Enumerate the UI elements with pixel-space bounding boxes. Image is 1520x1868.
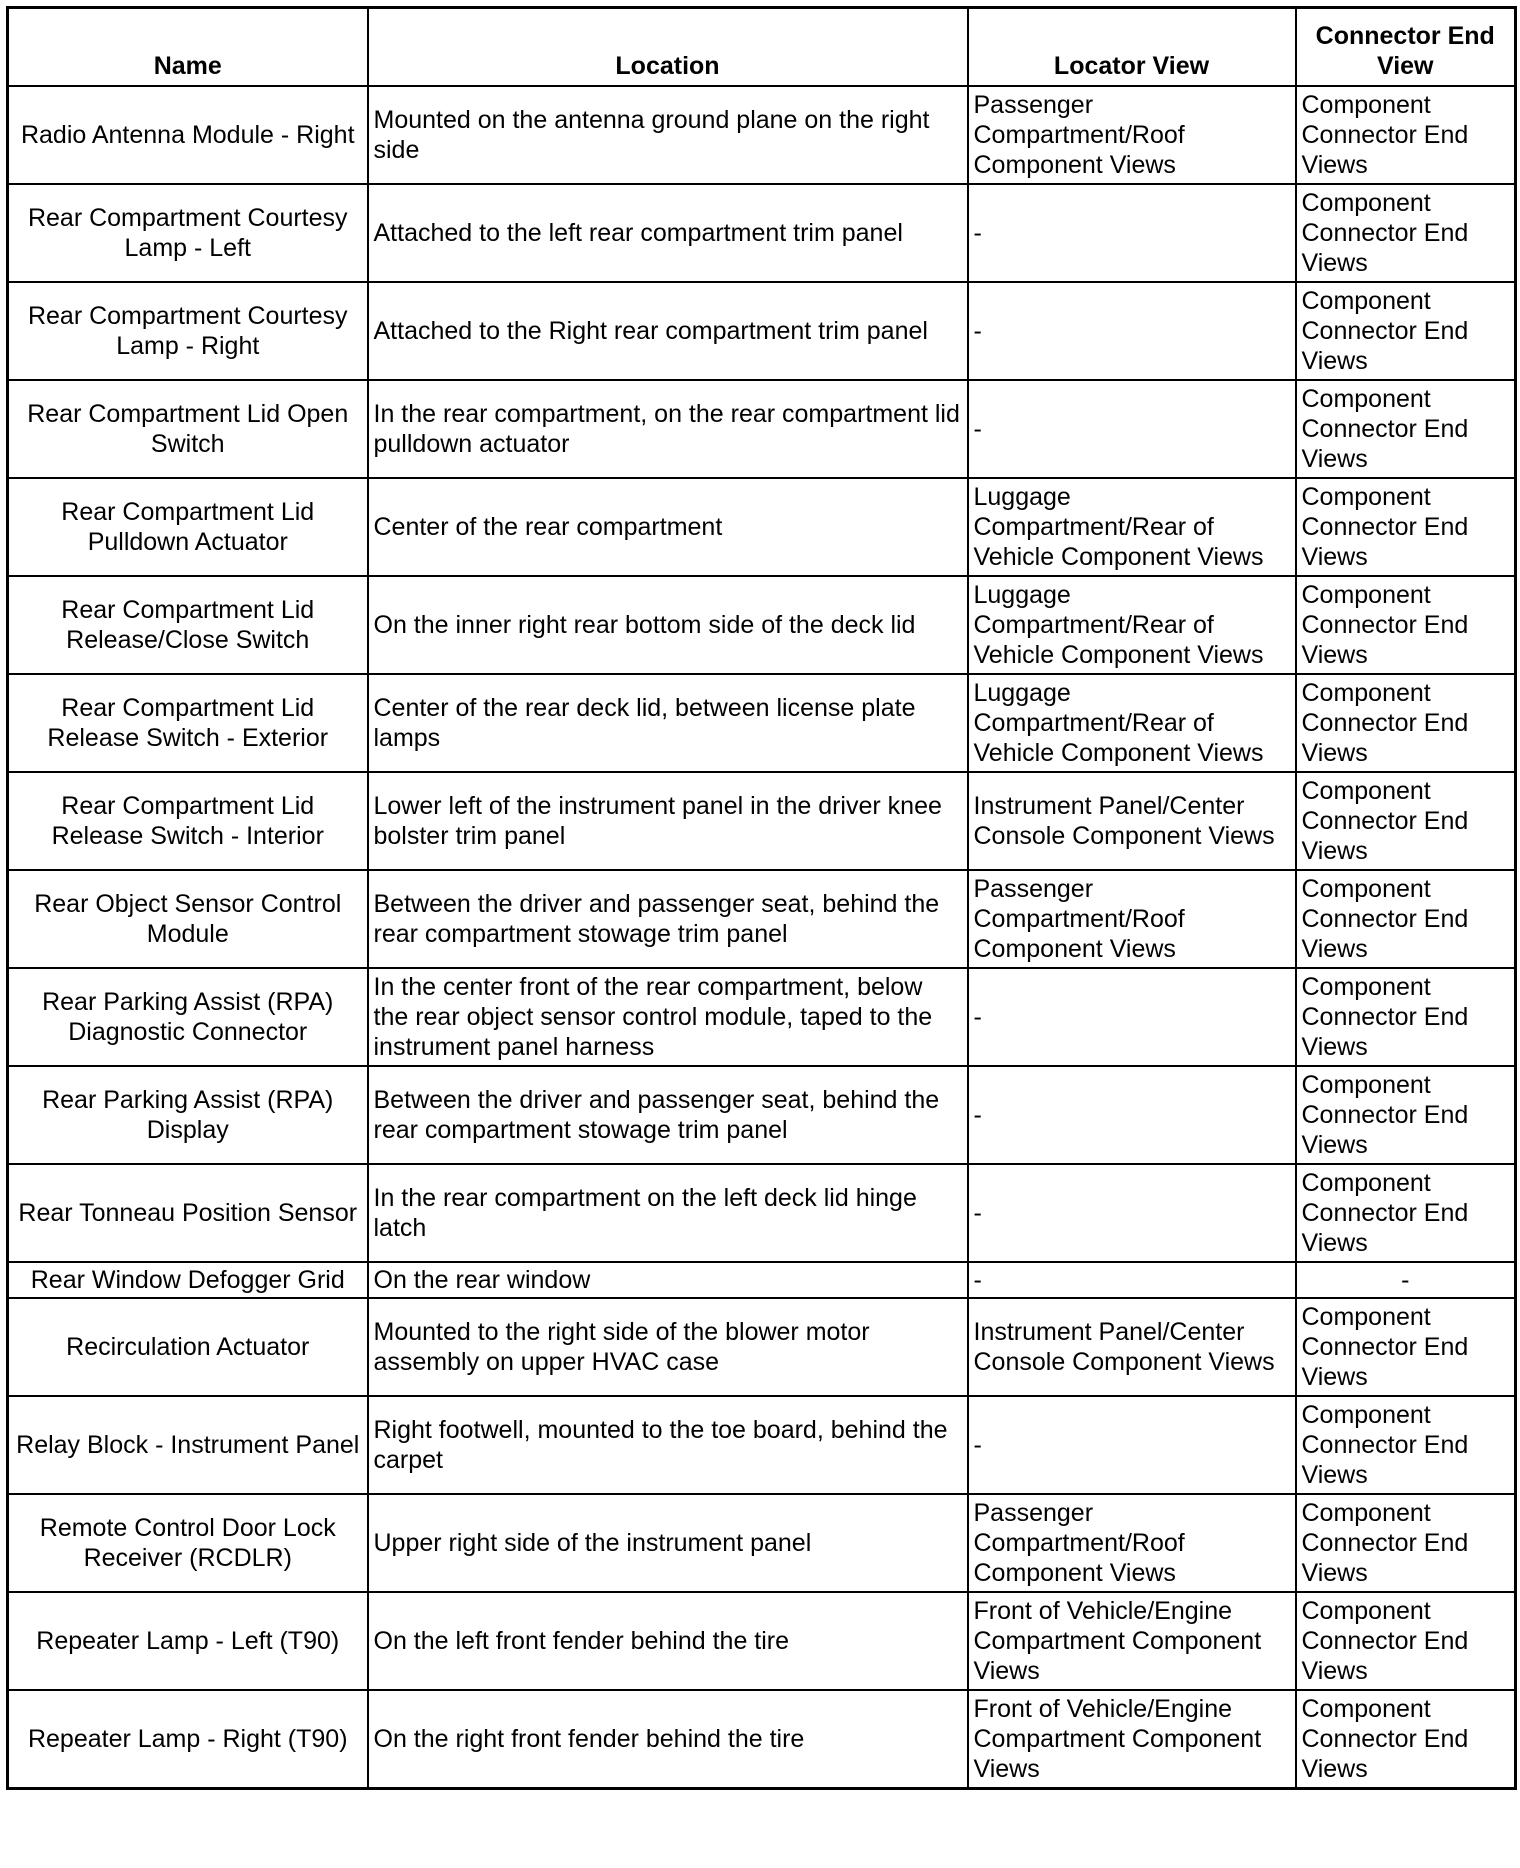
cell-name: Radio Antenna Module - Right — [8, 86, 368, 184]
cell-locator-view: Front of Vehicle/Engine Compartment Component Views — [968, 1690, 1296, 1789]
cell-location: On the left front fender behind the tire — [368, 1592, 968, 1690]
header-locator-view: Locator View — [968, 8, 1296, 87]
cell-locator-view: Front of Vehicle/Engine Compartment Component Views — [968, 1592, 1296, 1690]
cell-name: Rear Compartment Lid Release Switch - Interior — [8, 772, 368, 870]
cell-location: Attached to the left rear compartment trim panel — [368, 184, 968, 282]
table-row — [8, 1396, 1516, 1494]
cell-locator-view: Passenger Compartment/Roof Component Views — [968, 86, 1296, 184]
cell-connector-end-view: Component Connector End Views — [1296, 870, 1516, 968]
cell-location: In the rear compartment, on the rear compartment lid pulldown actuator — [368, 380, 968, 478]
cell-location: In the center front of the rear compartment, below the rear object sensor control module, taped to the instrument panel harness — [368, 968, 968, 1066]
table-row — [8, 86, 1516, 184]
table-row — [8, 1066, 1516, 1164]
cell-connector-end-view: Component Connector End Views — [1296, 1164, 1516, 1262]
cell-location: Lower left of the instrument panel in the driver knee bolster trim panel — [368, 772, 968, 870]
cell-connector-end-view: Component Connector End Views — [1296, 1494, 1516, 1592]
cell-locator-view: - — [968, 1164, 1296, 1262]
cell-locator-view: Instrument Panel/Center Console Component Views — [968, 1298, 1296, 1396]
cell-locator-view: Passenger Compartment/Roof Component Views — [968, 870, 1296, 968]
cell-location: Between the driver and passenger seat, behind the rear compartment stowage trim panel — [368, 1066, 968, 1164]
cell-name: Rear Tonneau Position Sensor — [8, 1164, 368, 1262]
cell-name: Repeater Lamp - Left (T90) — [8, 1592, 368, 1690]
cell-locator-view: Luggage Compartment/Rear of Vehicle Component Views — [968, 478, 1296, 576]
cell-locator-view: - — [968, 1396, 1296, 1494]
cell-location: On the rear window — [368, 1262, 968, 1298]
cell-connector-end-view: Component Connector End Views — [1296, 1592, 1516, 1690]
cell-connector-end-view: Component Connector End Views — [1296, 478, 1516, 576]
cell-location: Mounted to the right side of the blower motor assembly on upper HVAC case — [368, 1298, 968, 1396]
cell-name: Rear Parking Assist (RPA) Diagnostic Connector — [8, 968, 368, 1066]
cell-name: Rear Compartment Courtesy Lamp - Left — [8, 184, 368, 282]
cell-location: Right footwell, mounted to the toe board, behind the carpet — [368, 1396, 968, 1494]
cell-connector-end-view: Component Connector End Views — [1296, 282, 1516, 380]
cell-name: Rear Compartment Lid Pulldown Actuator — [8, 478, 368, 576]
table-row — [8, 282, 1516, 380]
cell-locator-view: Luggage Compartment/Rear of Vehicle Component Views — [968, 674, 1296, 772]
cell-name: Repeater Lamp - Right (T90) — [8, 1690, 368, 1789]
cell-locator-view: - — [968, 380, 1296, 478]
table-row — [8, 1298, 1516, 1396]
header-connector-end-view: Connector End View — [1296, 8, 1516, 87]
cell-connector-end-view: Component Connector End Views — [1296, 968, 1516, 1066]
table-row — [8, 1592, 1516, 1690]
cell-connector-end-view: Component Connector End Views — [1296, 86, 1516, 184]
cell-locator-view: - — [968, 282, 1296, 380]
cell-location: Center of the rear compartment — [368, 478, 968, 576]
table-row — [8, 772, 1516, 870]
table-row — [8, 1690, 1516, 1789]
table-row — [8, 478, 1516, 576]
table-row — [8, 1262, 1516, 1298]
header-location: Location — [368, 8, 968, 87]
table-row — [8, 1164, 1516, 1262]
cell-connector-end-view: Component Connector End Views — [1296, 1396, 1516, 1494]
cell-locator-view: Instrument Panel/Center Console Component Views — [968, 772, 1296, 870]
cell-connector-end-view: - — [1296, 1262, 1516, 1298]
cell-connector-end-view: Component Connector End Views — [1296, 380, 1516, 478]
table-row — [8, 870, 1516, 968]
cell-locator-view: Luggage Compartment/Rear of Vehicle Component Views — [968, 576, 1296, 674]
cell-connector-end-view: Component Connector End Views — [1296, 1690, 1516, 1789]
cell-name: Relay Block - Instrument Panel — [8, 1396, 368, 1494]
cell-name: Rear Compartment Lid Open Switch — [8, 380, 368, 478]
table-row — [8, 380, 1516, 478]
table-row — [8, 968, 1516, 1066]
cell-locator-view: - — [968, 1066, 1296, 1164]
component-locator-table — [6, 6, 1517, 1790]
cell-connector-end-view: Component Connector End Views — [1296, 576, 1516, 674]
header-row — [8, 8, 1516, 87]
cell-location: Between the driver and passenger seat, behind the rear compartment stowage trim panel — [368, 870, 968, 968]
cell-location: Upper right side of the instrument panel — [368, 1494, 968, 1592]
cell-locator-view: Passenger Compartment/Roof Component Views — [968, 1494, 1296, 1592]
cell-locator-view: - — [968, 1262, 1296, 1298]
cell-name: Remote Control Door Lock Receiver (RCDLR) — [8, 1494, 368, 1592]
cell-connector-end-view: Component Connector End Views — [1296, 184, 1516, 282]
cell-name: Rear Compartment Courtesy Lamp - Right — [8, 282, 368, 380]
cell-name: Rear Compartment Lid Release/Close Switch — [8, 576, 368, 674]
cell-locator-view: - — [968, 968, 1296, 1066]
cell-connector-end-view: Component Connector End Views — [1296, 674, 1516, 772]
cell-connector-end-view: Component Connector End Views — [1296, 1298, 1516, 1396]
table-row — [8, 184, 1516, 282]
cell-name: Rear Compartment Lid Release Switch - Exterior — [8, 674, 368, 772]
cell-connector-end-view: Component Connector End Views — [1296, 772, 1516, 870]
table-row — [8, 674, 1516, 772]
cell-location: Attached to the Right rear compartment trim panel — [368, 282, 968, 380]
table-body — [8, 86, 1516, 1789]
cell-location: Center of the rear deck lid, between license plate lamps — [368, 674, 968, 772]
cell-name: Rear Window Defogger Grid — [8, 1262, 368, 1298]
cell-location: Mounted on the antenna ground plane on the right side — [368, 86, 968, 184]
cell-locator-view: - — [968, 184, 1296, 282]
cell-connector-end-view: Component Connector End Views — [1296, 1066, 1516, 1164]
cell-name: Recirculation Actuator — [8, 1298, 368, 1396]
cell-location: On the inner right rear bottom side of the deck lid — [368, 576, 968, 674]
table-row — [8, 1494, 1516, 1592]
cell-location: In the rear compartment on the left deck lid hinge latch — [368, 1164, 968, 1262]
table-row — [8, 576, 1516, 674]
header-name: Name — [8, 8, 368, 87]
cell-location: On the right front fender behind the tire — [368, 1690, 968, 1789]
cell-name: Rear Parking Assist (RPA) Display — [8, 1066, 368, 1164]
cell-name: Rear Object Sensor Control Module — [8, 870, 368, 968]
